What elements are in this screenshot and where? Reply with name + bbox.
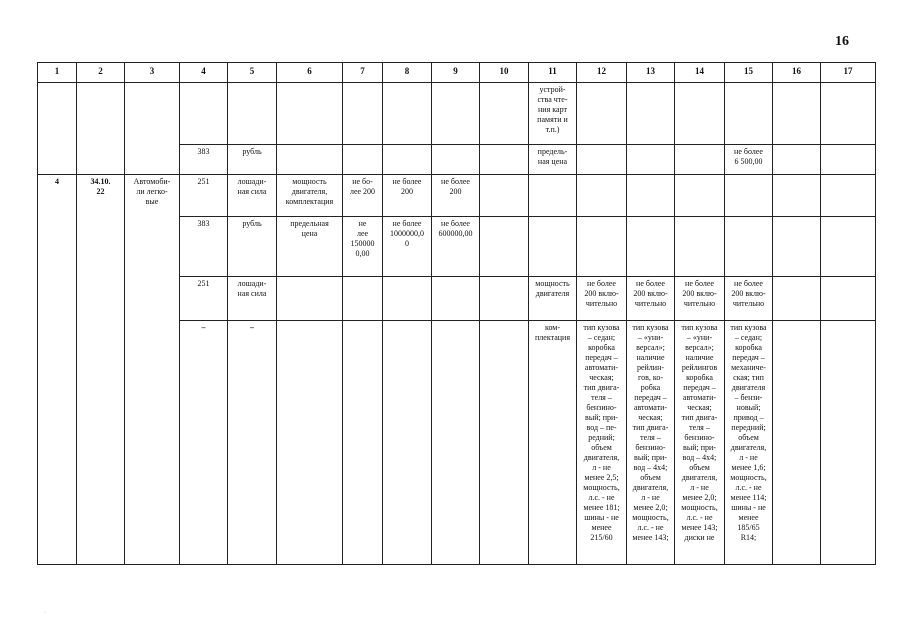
- header-cell: 10: [480, 63, 529, 83]
- table-cell: [480, 145, 529, 175]
- header-cell: 15: [725, 63, 773, 83]
- table-cell: [343, 321, 383, 565]
- table-cell: не бо- лее 200: [343, 175, 383, 217]
- table-cell: [480, 175, 529, 217]
- header-row: [38, 63, 876, 83]
- table-cell: [383, 83, 432, 145]
- table-cell: [343, 145, 383, 175]
- table-cell: [432, 277, 480, 321]
- table-cell: не более 200 вклю- чительно: [577, 277, 627, 321]
- table-cell: [480, 277, 529, 321]
- header-cell: 14: [675, 63, 725, 83]
- header-cell: 12: [577, 63, 627, 83]
- table-cell: [773, 145, 821, 175]
- table-cell: тип кузова – «уни- версал»; наличие рейлингов коробка передач – автомати- ческая; тип двига- теля – бензино- вый; при- вод – 4х4; объем двигателя, л - не менее 2,0; мощность, л.с. - не менее 143; диски не: [675, 321, 725, 565]
- table-cell: [480, 83, 529, 145]
- table-cell: тип кузова – седан; коробка передач – автомати- ческая; тип двига- теля – бензино- вый; при- вод – пе- редний; объем двигателя, л - не менее 2,5; мощность, л.с. - не менее 181; шины - не менее 215/60: [577, 321, 627, 565]
- table-cell: 4: [38, 175, 77, 565]
- table-cell: [725, 83, 773, 145]
- table-cell: [432, 321, 480, 565]
- table-cell: [627, 145, 675, 175]
- table-cell: [577, 83, 627, 145]
- table-cell: –: [228, 321, 277, 565]
- header-cell: 1: [38, 63, 77, 83]
- table-cell: [821, 321, 876, 565]
- table-cell: [725, 217, 773, 277]
- table-cell: [277, 321, 343, 565]
- table-cell: рубль: [228, 145, 277, 175]
- table-cell: [343, 277, 383, 321]
- table-cell: 383: [180, 145, 228, 175]
- table-cell: предель- ная цена: [529, 145, 577, 175]
- table-cell: 383: [180, 217, 228, 277]
- table-cell: Автомоби- ли легко- вые: [125, 175, 180, 565]
- table-cell: тип кузова – «уни- версал»; наличие рейлин- гов, ко- робка передач – автомати- ческая; тип двига- теля – бензино- вый; при- вод – 4х4; объем двигателя, л - не менее 2,0; мощность, л.с. - не менее 143;: [627, 321, 675, 565]
- table-cell: 34.10. 22: [77, 175, 125, 565]
- table-cell: [343, 83, 383, 145]
- table-cell: [821, 83, 876, 145]
- table-cell: [821, 175, 876, 217]
- table-cell: [529, 217, 577, 277]
- table-cell: [480, 217, 529, 277]
- table-cell: не более 200 вклю- чительно: [675, 277, 725, 321]
- table-cell: [180, 83, 228, 145]
- table-cell: [432, 145, 480, 175]
- table-cell: [725, 175, 773, 217]
- table-cell: [432, 83, 480, 145]
- table-cell: [529, 175, 577, 217]
- table-cell: не более 200: [383, 175, 432, 217]
- header-cell: 13: [627, 63, 675, 83]
- table-cell: [675, 145, 725, 175]
- table-cell: не более 600000,00: [432, 217, 480, 277]
- table-cell: [821, 277, 876, 321]
- table-cell: не более 1000000,0 0: [383, 217, 432, 277]
- table-cell: не более 200: [432, 175, 480, 217]
- table-cell: [773, 175, 821, 217]
- table-cell: [627, 83, 675, 145]
- table-cell: [277, 83, 343, 145]
- table-cell: [821, 145, 876, 175]
- page-number: 16: [835, 34, 849, 49]
- table-cell: [773, 321, 821, 565]
- table-cell: [383, 277, 432, 321]
- header-cell: 8: [383, 63, 432, 83]
- table-cell: [773, 83, 821, 145]
- table-cell: [627, 217, 675, 277]
- table-cell: –: [180, 321, 228, 565]
- table-cell: мощность двигателя: [529, 277, 577, 321]
- table-cell: [577, 145, 627, 175]
- table-cell: тип кузова – седан; коробка передач – механиче- ская; тип двигателя – бензи- новый; привод – передний; объем двигателя, л - не менее 1,6; мощность, л.с. - не менее 114; шины - не менее 185/65 R14;: [725, 321, 773, 565]
- table-cell: [228, 83, 277, 145]
- table-cell: [821, 217, 876, 277]
- header-cell: 5: [228, 63, 277, 83]
- table-cell: рубль: [228, 217, 277, 277]
- table-cell: [383, 145, 432, 175]
- table-cell: [577, 217, 627, 277]
- table-cell: [675, 175, 725, 217]
- table-cell: [38, 83, 77, 175]
- table-cell: [383, 321, 432, 565]
- table-cell: 251: [180, 277, 228, 321]
- table-cell: [675, 217, 725, 277]
- table-cell: мощность двигателя, комплектация: [277, 175, 343, 217]
- header-cell: 16: [773, 63, 821, 83]
- table-cell: устрой- ства чте- ния карт памяти и т.п.): [529, 83, 577, 145]
- specification-table: [37, 62, 876, 565]
- table-cell: ком- плектация: [529, 321, 577, 565]
- table-cell: [125, 83, 180, 175]
- header-cell: 9: [432, 63, 480, 83]
- table-cell: [773, 277, 821, 321]
- scan-mark: ·: [44, 610, 46, 616]
- header-cell: 6: [277, 63, 343, 83]
- table-cell: лошади- ная сила: [228, 175, 277, 217]
- table-cell: [675, 83, 725, 145]
- header-cell: 17: [821, 63, 876, 83]
- table-cell: [77, 83, 125, 175]
- table-row: [38, 83, 876, 145]
- table-cell: не более 200 вклю- чительно: [627, 277, 675, 321]
- table-cell: не более 6 500,00: [725, 145, 773, 175]
- table-row: [38, 175, 876, 217]
- table-cell: [627, 175, 675, 217]
- table-cell: [277, 277, 343, 321]
- header-cell: 3: [125, 63, 180, 83]
- table-cell: лошади- ная сила: [228, 277, 277, 321]
- table-cell: [480, 321, 529, 565]
- header-cell: 2: [77, 63, 125, 83]
- table-cell: предельная цена: [277, 217, 343, 277]
- header-cell: 4: [180, 63, 228, 83]
- table-cell: [773, 217, 821, 277]
- table-cell: не более 200 вклю- чительно: [725, 277, 773, 321]
- header-cell: 7: [343, 63, 383, 83]
- table-cell: не лее 150000 0,00: [343, 217, 383, 277]
- header-cell: 11: [529, 63, 577, 83]
- table-cell: [277, 145, 343, 175]
- table-cell: 251: [180, 175, 228, 217]
- table-cell: [577, 175, 627, 217]
